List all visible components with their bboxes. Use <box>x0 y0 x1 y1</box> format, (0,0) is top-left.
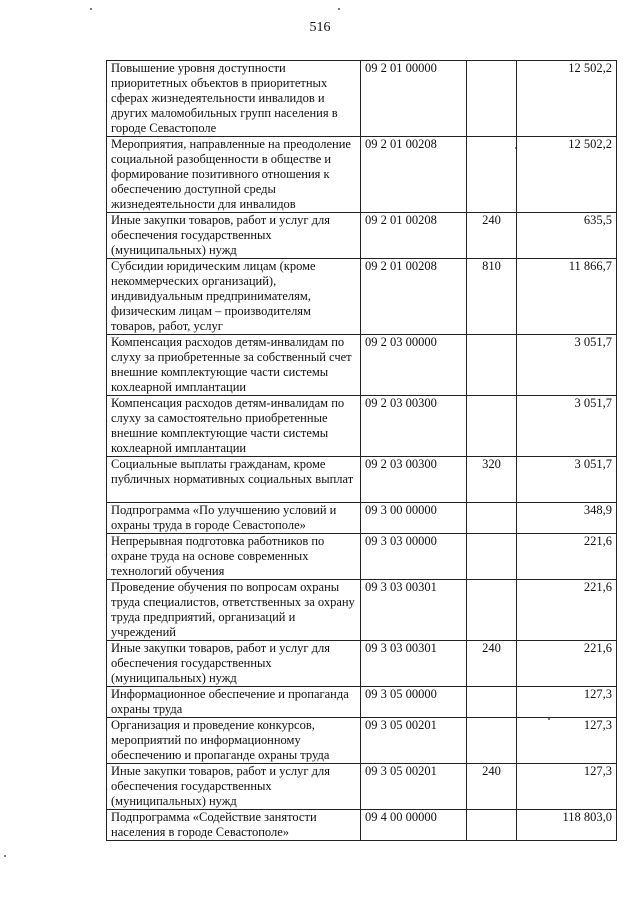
target-code-cell: 09 2 01 00000 <box>361 61 467 137</box>
budget-table <box>106 60 617 841</box>
table-row <box>107 457 617 503</box>
target-code-cell: 09 3 03 00301 <box>361 641 467 687</box>
table-row <box>107 61 617 137</box>
item-name-cell: Социальные выплаты гражданам, кроме публичных нормативных социальных выплат <box>107 457 361 503</box>
table-row <box>107 718 617 764</box>
expense-type-cell <box>467 534 517 580</box>
table-row <box>107 580 617 641</box>
item-name-cell: Организация и проведение конкурсов, мероприятий по информационному обеспечению и пропаганде охраны труда <box>107 718 361 764</box>
amount-cell: 221,6 <box>517 534 617 580</box>
item-name-cell: Иные закупки товаров, работ и услуг для обеспечения государственных (муниципальных) нужд <box>107 213 361 259</box>
amount-cell: 3 051,7 <box>517 335 617 396</box>
target-code-cell: 09 2 03 00000 <box>361 335 467 396</box>
target-code-cell: 09 2 01 00208 <box>361 137 467 213</box>
target-code-cell: 09 2 01 00208 <box>361 213 467 259</box>
amount-cell: 12 502,2 <box>517 137 617 213</box>
amount-cell: 635,5 <box>517 213 617 259</box>
expense-type-cell: 810 <box>467 259 517 335</box>
expense-type-cell <box>467 137 517 213</box>
expense-type-cell: 240 <box>467 213 517 259</box>
scan-speck <box>4 855 6 857</box>
item-name-cell: Мероприятия, направленные на преодоление социальной разобщенности в обществе и формирование позитивного отношения к обеспечению доступной среды жизнедеятельности для инвалидов <box>107 137 361 213</box>
amount-cell: 3 051,7 <box>517 396 617 457</box>
table-row <box>107 764 617 810</box>
amount-cell: 221,6 <box>517 580 617 641</box>
table-row <box>107 810 617 841</box>
page-number: 516 <box>309 20 331 35</box>
expense-type-cell: 240 <box>467 764 517 810</box>
item-name-cell: Иные закупки товаров, работ и услуг для обеспечения государственных (муниципальных) нужд <box>107 764 361 810</box>
item-name-cell: Повышение уровня доступности приоритетных объектов в приоритетных сферах жизнедеятельности инвалидов и других маломобильных групп населения в городе Севастополе <box>107 61 361 137</box>
amount-cell: 348,9 <box>517 503 617 534</box>
item-name-cell: Иные закупки товаров, работ и услуг для обеспечения государственных (муниципальных) нужд <box>107 641 361 687</box>
table-row <box>107 137 617 213</box>
target-code-cell: 09 3 03 00301 <box>361 580 467 641</box>
expense-type-cell <box>467 580 517 641</box>
target-code-cell: 09 3 00 00000 <box>361 503 467 534</box>
item-name-cell: Непрерывная подготовка работников по охране труда на основе современных технологий обучения <box>107 534 361 580</box>
item-name-cell: Субсидии юридическим лицам (кроме некоммерческих организаций), индивидуальным предпринимателям, физическим лицам – производителям товаров, работ, услуг <box>107 259 361 335</box>
table-row <box>107 213 617 259</box>
table-row <box>107 503 617 534</box>
target-code-cell: 09 3 05 00201 <box>361 718 467 764</box>
target-code-cell: 09 2 01 00208 <box>361 259 467 335</box>
amount-cell: 127,3 <box>517 764 617 810</box>
expense-type-cell <box>467 61 517 137</box>
table-row <box>107 335 617 396</box>
table-row <box>107 396 617 457</box>
amount-cell: 3 051,7 <box>517 457 617 503</box>
target-code-cell: 09 2 03 00300 <box>361 396 467 457</box>
expense-type-cell <box>467 503 517 534</box>
scan-speck <box>90 8 92 10</box>
scan-speck <box>338 8 340 10</box>
expense-type-cell <box>467 718 517 764</box>
target-code-cell: 09 3 05 00000 <box>361 687 467 718</box>
item-name-cell: Подпрограмма «Содействие занятости населения в городе Севастополе» <box>107 810 361 841</box>
table-row <box>107 534 617 580</box>
table-row <box>107 641 617 687</box>
target-code-cell: 09 2 03 00300 <box>361 457 467 503</box>
table-row <box>107 687 617 718</box>
item-name-cell: Подпрограмма «По улучшению условий и охраны труда в городе Севастополе» <box>107 503 361 534</box>
amount-cell: 127,3 <box>517 687 617 718</box>
target-code-cell: 09 4 00 00000 <box>361 810 467 841</box>
item-name-cell: Компенсация расходов детям-инвалидам по слуху за приобретенные за собственный счет внешние комплектующие части системы кохлеарной имплантации <box>107 335 361 396</box>
item-name-cell: Информационное обеспечение и пропаганда охраны труда <box>107 687 361 718</box>
target-code-cell: 09 3 03 00000 <box>361 534 467 580</box>
expense-type-cell <box>467 335 517 396</box>
item-name-cell: Компенсация расходов детям-инвалидам по слуху за самостоятельно приобретенные внешние комплектующие части системы кохлеарной имплантации <box>107 396 361 457</box>
amount-cell: 127,3 <box>517 718 617 764</box>
amount-cell: 12 502,2 <box>517 61 617 137</box>
expense-type-cell: 320 <box>467 457 517 503</box>
amount-cell: 11 866,7 <box>517 259 617 335</box>
expense-type-cell <box>467 810 517 841</box>
amount-cell: 221,6 <box>517 641 617 687</box>
amount-cell: 118 803,0 <box>517 810 617 841</box>
table-row <box>107 259 617 335</box>
expense-type-cell <box>467 687 517 718</box>
target-code-cell: 09 3 05 00201 <box>361 764 467 810</box>
expense-type-cell: 240 <box>467 641 517 687</box>
expense-type-cell <box>467 396 517 457</box>
item-name-cell: Проведение обучения по вопросам охраны труда специалистов, ответственных за охрану труда предприятий, организаций и учреждений <box>107 580 361 641</box>
